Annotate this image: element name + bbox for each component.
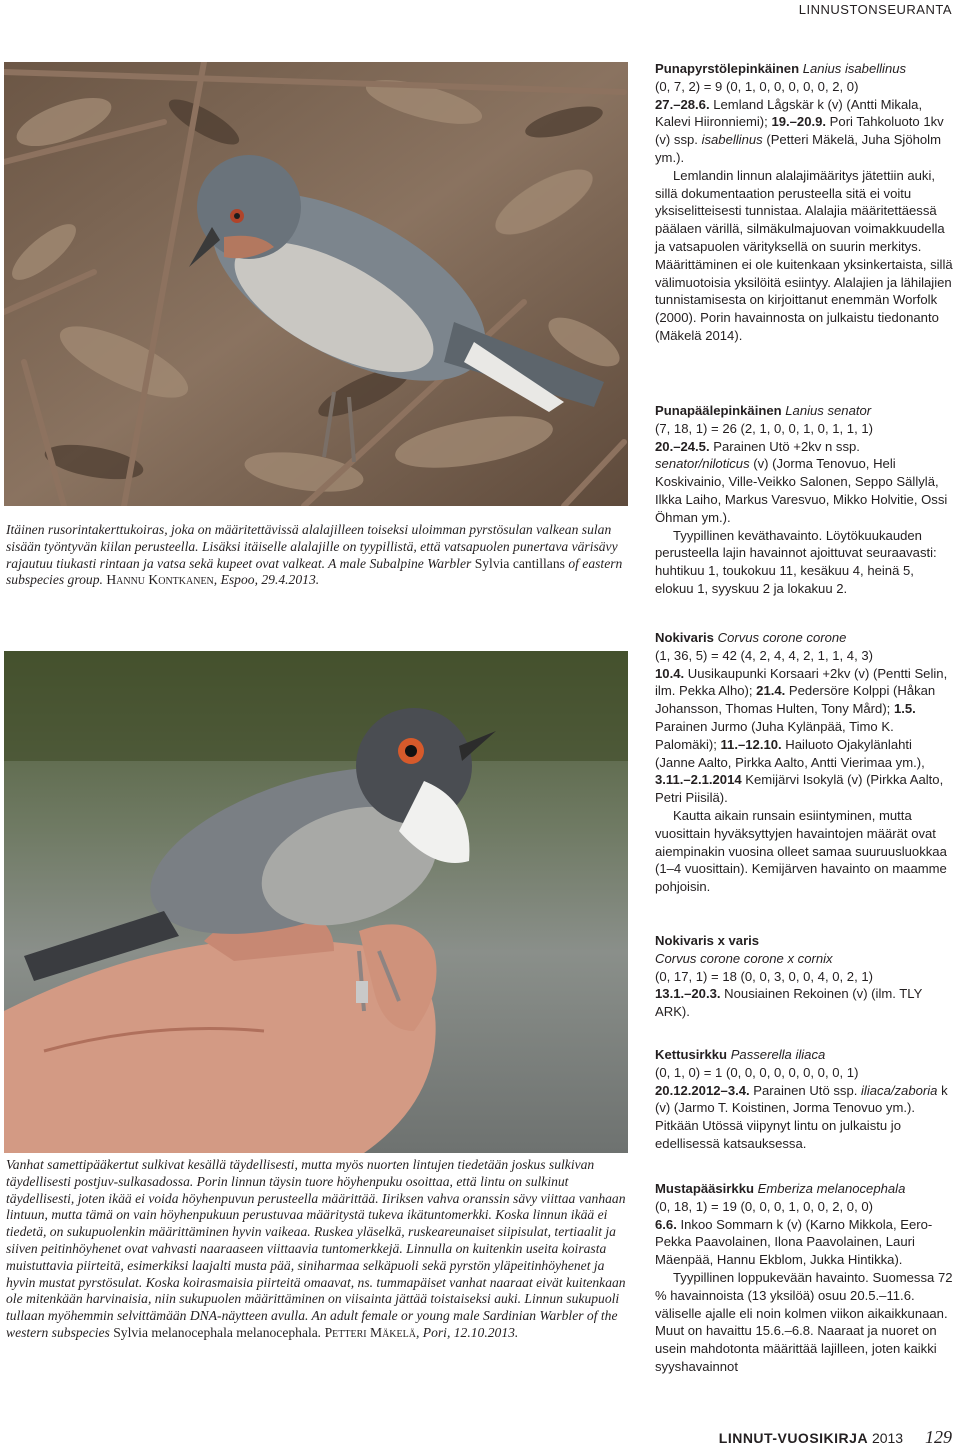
species-senator: Punapäälepinkäinen Lanius senator (7, 18, 1) = 26 (2, 1, 0, 0, 1, 0, 1, 1, 1) 20.–24.5. Parainen Utö +2kv n ssp. senator/niloticus (v) (Jorma Tenovuo, Heli Koskivainio, Ville-Veikko Salonen, Seppo Sällylä, Ilkka Laiho, Markus Varesvuo, Mikko Holvitie, Ossi Öhman ym.). Tyypillinen keväthavainto. Löytökuukauden perusteella lajin havainnot ajoittuvat seuraavasti: huhtikuu 1, toukokuu 11, kesäkuu 4, heinä 5, elokuu 1, syyskuu 2 ja lokakuu 2. <box>655 403 948 596</box>
photo2-caption: Vanhat samettipääkertut sulkivat kesällä täydellisesti, mutta myös nuorten lintujen tiedetään joskus sulkivan täydellisesti postjuv-sulkasadossa. Porin linnun täysin tuore höyhenpuku osoittaa, että lintu on sulkinut täydellisesti, joten ikää ei voida höyhenpuvun perusteella määrittää. Iiriksen vahva oranssin sävy viittaa vanhaan lintuun, mutta tämä on vain höyhenpukuun perustuvaa määritystä tukeva ikätuntomerkki. Koska linnun ikää ei tiedetä, on sukupuolenkin määrittäminen hyvin vaikeaa. Ruskea yläselkä, ruskeareunaiset siipisulat, tertiaalit ja siiven peitinhöyhenet ovat vahvasti naaraaseen viittaavia tuntomerkkejä. Linnulla on kuitenkin useita koirasta muistuttavia piirteitä, esimerkiksi laajalti musta pää, siniharmaa selkäpuoli sekä pyrstön yläpeitinhöyhenet ja hyvin mustat pyrstösulat. Koska koirasmaisia piirteitä omaavat, ns. tummapäiset vanhat naaraat eivät kuitenkaan ole mitenkään harvinaisia, niin sukupuolen määrittäminen on viisainta jättää toistaiseksi auki. Linnun sukupuoli tullaan myöhemmin selvittämään DNA-näytteen avulla. An adult female or young male Sardinian Warbler of the western subspecies Sylvia melanocephala melanocephala. Petteri Mäkelä, Pori, 12.10.2013. <box>6 1157 626 1340</box>
section-header: LINNUSTONSEURANTA <box>798 2 952 17</box>
species-isabellinus: Punapyrstölepinkäinen Lanius isabellinus (0, 7, 2) = 9 (0, 1, 0, 0, 0, 0, 0, 2, 0) 27.–28.6. Lemland Lågskär k (v) (Antti Mikala, Kalevi Hiironniemi); 19.–20.9. Pori Tahkoluoto 1kv (v) ssp. isabellinus (Petteri Mäkelä, Juha Sjöholm ym.). Lemlandin linnun alalajimääritys jätettiin auki, sillä dokumentaation perusteella sitä ei voitu yksiselitteisesti tunnistaa. Alalajia määritettäessä päälaen värillä, silmäkulmajuovan voimakkuudella ja vatsapuolen värityksellä on suurin merkitys. Määrittäminen ei ole kuitenkaan yksinkertaista, sillä välimuotoisia yksilöitä esiintyy. Alalajien ja lähilajien tunnistamisesta on kirjoittanut enemmän Worfolk (2000). Porin havainnosta on julkaistu tiedonanto (Mäkelä 2014). <box>655 61 953 343</box>
photo1-caption: Itäinen rusorintakerttukoiras, joka on määritettävissä alalajilleen toiseksi uloimman pyrstösulan valkean sulan sisään työntyvän kiilan perusteella. Lisäksi itäiselle alalajille on tyypillistä, että vatsapuolen punertava värisävy rajautuu tiukasti rintaan ja vatsa sekä kupeet ovat valkeat. A male Subalpine Warbler Sylvia cantillans of eastern subspecies group. Hannu Kontkanen, Espoo, 29.4.2013. <box>6 522 623 588</box>
magazine-year: 2013 <box>871 1430 904 1446</box>
magazine-name: LINNUT-VUOSIKIRJA <box>718 1430 869 1446</box>
species-corone-cornix: Nokivaris x varis Corvus corone corone x cornix (0, 17, 1) = 18 (0, 0, 3, 0, 0, 4, 0, 2, 1) 13.1.–20.3. Nousiainen Rekoinen (v) (ilm. TLY ARK). <box>655 933 923 1020</box>
subalpine-warbler-photo <box>4 62 628 506</box>
page-footer <box>719 1427 952 1448</box>
species-iliaca: Kettusirkku Passerella iliaca (0, 1, 0) = 1 (0, 0, 0, 0, 0, 0, 0, 0, 1) 20.12.2012–3.4. Parainen Utö ssp. iliaca/zaboria k (v) (Jarmo T. Koistinen, Jorma Tenovuo ym.). Pitkään Utössä viipynyt lintu on julkaistu jo edellisessä katsauksessa. <box>655 1047 948 1151</box>
page-number: 129 <box>925 1427 952 1447</box>
species-corone: Nokivaris Corvus corone corone (1, 36, 5) = 42 (4, 2, 4, 4, 2, 1, 1, 4, 3) 10.4. Uusikaupunki Korsaari +2kv (v) (Pentti Selin, ilm. Pekka Alho); 21.4. Pedersöre Kolppi (Håkan Johansson, Thomas Hulten, Tony Mård); 1.5. Parainen Jurmo (Juha Kylänpää, Timo K. Palomäki); 11.–12.10. Hailuoto Ojakylänlahti (Janne Aalto, Pirkka Aalto, Antti Vierimaa ym.), 3.11.–2.1.2014 Kemijärvi Isokylä (v) (Pirkka Aalto, Petri Piisilä). Kautta aikain runsain esiintyminen, mutta vuosittain hyväksyttyjen havaintojen määrät ovat aiempinakin vuosina olleet samaa suuruusluokkaa (1–4 vuosittain). Kemijärven havainto on maamme pohjoisin. <box>655 630 948 895</box>
species-melanocephala: Mustapääsirkku Emberiza melanocephala (0, 18, 1) = 19 (0, 0, 0, 1, 0, 0, 2, 0, 0) 6.6. Inkoo Sommarn k (v) (Karno Mikkola, Eero-Pekka Paavolainen, Ilona Paavolainen, Lauri Mäenpää, Hannu Ekblom, Jukka Hintikka). Tyypillinen loppukevään havainto. Suomessa 72 % havainnoista (13 yksilöä) osuu 20.5.–11.6. väliselle ajalle eli noin kolmen viikon aikaikkunaan. Muut on havaittu 15.6.–6.8. Naaraat ja nuoret on usein mahdotonta määrittää lajilleen, joten kaikki syyshavainnot <box>655 1181 953 1374</box>
sardinian-warbler-photo <box>4 651 628 1153</box>
